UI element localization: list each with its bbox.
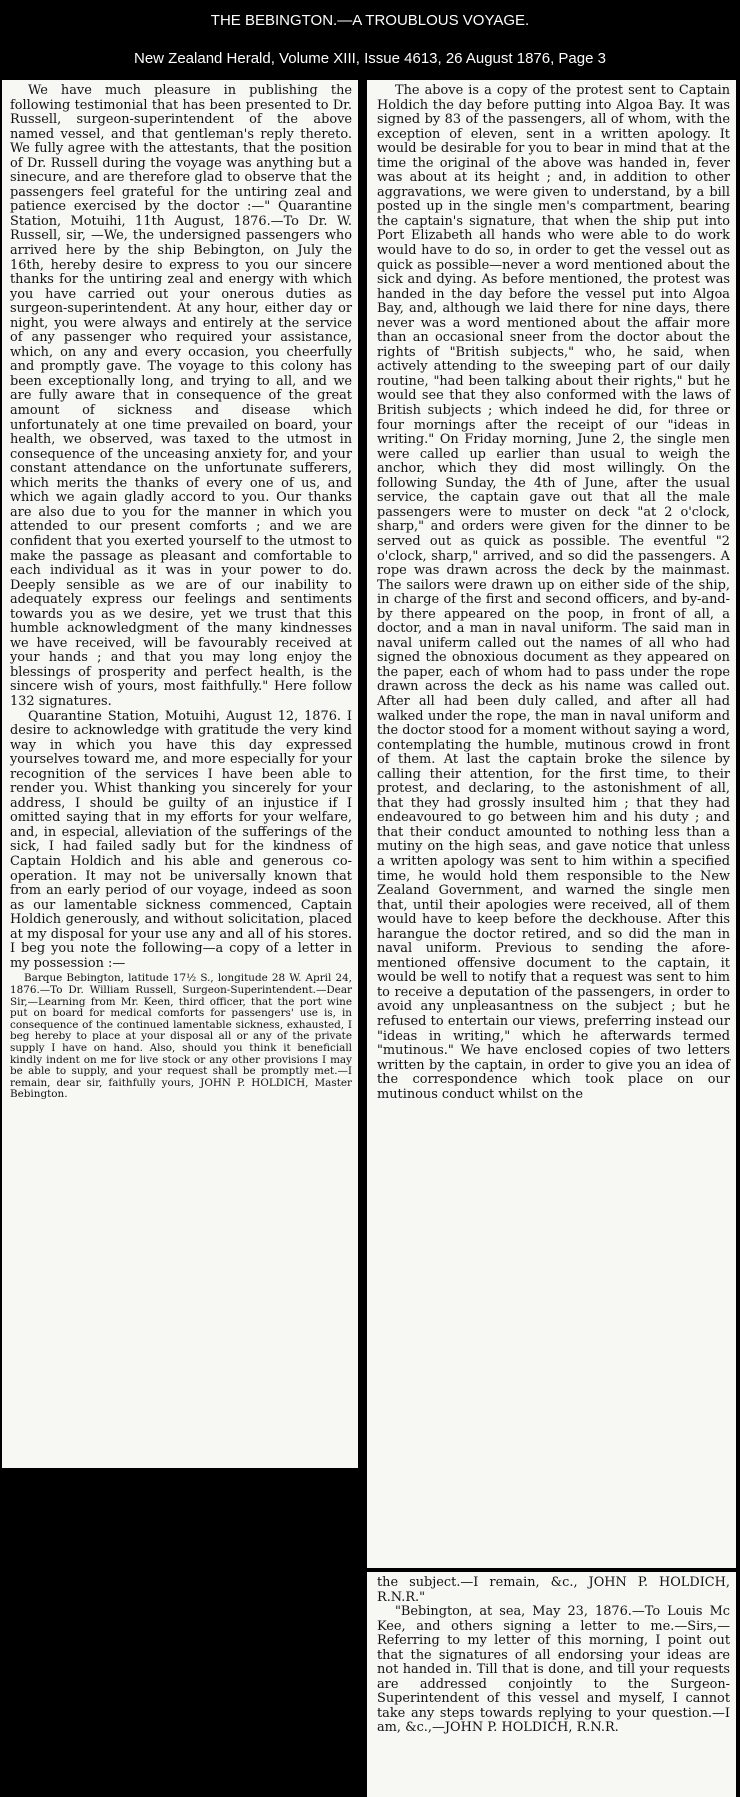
article-source: New Zealand Herald, Volume XIII, Issue 4613, 26 August 1876, Page 3	[134, 50, 606, 67]
protest-paragraph: The above is a copy of the protest sent to Captain Holdich the day before putting into Algoa Bay. It was signed by 83 of the passengers, all of whom, with the exception of eleven, sent in a written apology. It would be desirable for you to bear in mind that at the time the original of the above was handed in, fever was about at its height ; and, in addition to other aggravations, we were given to understand, by a bill posted up in the single men's compartment, bearing the captain's signature, that when the ship put into Port Elizabeth all hands who were able to do work would have to do so, in order to get the vessel out as quick as possible—never a word mentioned about the sick and dying. As before mentioned, the protest was handed in the day before the vessel put into Algoa Bay, and, although we laid there for nine days, there never was a word mentioned about the affair more than an occasional sneer from the doctor about the rights of "British subjects," who, he said, when actively attending to the sweeping part of our daily routine, "had been talking about their rights," but he would see that they also conformed with the laws of British subjects ; which indeed he did, for three or four mornings after the receipt of our "ideas in writing." On Friday morning, June 2, the single men were called up earlier than usual to weigh the anchor, which they did most willingly. On the following Sunday, the 4th of June, after the usual service, the captain gave out that all the male passengers were to muster on deck "at 2 o'clock, sharp," and orders were given for the dinner to be served out as quick as possible. The eventful "2 o'clock, sharp," arrived, and so did the passengers. A rope was drawn across the deck by the mainmast. The sailors were drawn up on either side of the ship, in charge of the first and second officers, and by-and-by there appeared on the poop, in front of all, a doctor, and a man in naval uniform. The said man in naval uniferm called out the names of all who had signed the obnoxious document as they appeared on the paper, each of whom had to pass under the rope drawn across the deck as his name was called out. After all had been duly called, and after all had walked under the rope, the man in naval uniform and the doctor stood for a moment without saying a word, contemplating the humble, mutinous crowd in front of them. At last the captain broke the silence by calling their attention, for the first time, to their protest, and declaring, to the astonishment of all, that they had grossly insulted him ; that they had endeavoured to go between him and his duty ; and that their conduct amounted to nothing less than a mutiny on the high seas, and gave notice that unless a written apology was sent to him within a specified time, he would hold them responsible to the New Zealand Government, and warned the single men that, until their apologies were received, all of them would have to keep before the deckhouse. After this harangue the doctor retired, and so did the man in naval uniform. Previous to sending the afore-mentioned offensive document to the captain, it would be well to notify that a request was sent to him to receive a deputation of the passengers, in order to avoid any unpleasantness on the subject ; but he refused to entertain our views, preferring instead our "ideas in writing," which he afterwards termed "mutinous." We have enclosed copies of two letters written by the captain, in order to give you an idea of the correspondence which took place on our mutinous conduct whilst on the	[377, 83, 730, 1102]
signoff-paragraph: the subject.—I remain, &c., JOHN P. HOLDICH, R.N.R."	[377, 1575, 730, 1605]
article-title: THE BEBINGTON.—A TROUBLOUS VOYAGE.	[210, 12, 530, 29]
captain-letter-paragraph: Barque Bebington, latitude 17½ S., longitude 28 W. April 24, 1876.—To Dr. William Russell, Surgeon-Superintendent.—Dear Sir,—Learning from Mr. Keen, third officer, that the port wine put on board for medical comforts for passengers' use is, in consequence of the continued lamentable sickness, exhausted, I beg hereby to place at your disposal all or any of the private supply I have on hand. Also, should you think it beneficiall kindly indent on me for live stock or any other provisions I may be able to supply, and your request shall be promptly met.—I remain, dear sir, faithfully yours, JOHN P. HOLDICH, Master Bebington.	[10, 972, 352, 1101]
left-column	[2, 80, 358, 1468]
page-header	[0, 0, 740, 76]
testimonial-paragraph: We have much pleasure in publishing the following testimonial that has been presented to Dr. Russell, surgeon-superintendent of the above named vessel, and that gentleman's reply thereto. We fully agree with the attestants, that the position of Dr. Russell during the voyage was anything but a sinecure, and are therefore glad to observe that the passengers feel grateful for the untiring zeal and patience exercised by the doctor :—" Quarantine Station, Motuihi, 11th August, 1876.—To Dr. W. Russell, sir, —We, the undersigned passengers who arrived here by the ship Bebington, on July the 16th, hereby desire to express to you our sincere thanks for the untiring zeal and energy with which you have carried out your onerous duties as surgeon-superintendent. At any hour, either day or night, you were always and entirely at the service of any passenger who required your assistance, which, on any and every occasion, you cheerfully and promptly gave. The voyage to this colony has been exceptionally long, and trying to all, and we are fully aware that in consequence of the great amount of sickness and disease which unfortunately at one time prevailed on board, your health, we observed, was taxed to the utmost in consequence of the unceasing anxiety for, and your constant attendance on the unfortunate sufferers, which merits the thanks of every one of us, and which we again gladly accord to you. Our thanks are also due to you for the manner in which you attended to our present comforts ; and we are confident that you exerted yourself to the utmost to make the passage as pleasant and comfortable to each individual as it was in your power to do. Deeply sensible as we are of our inability to adequately express our feelings and sentiments towards you as we desire, yet we trust that this humble acknowledgment of the many kindnesses we have received, will be favourably received at your hands ; and that you may long enjoy the blessings of prosperity and perfect health, is the sincere wish of yours, most faithfully." Here follow 132 signatures.	[10, 83, 352, 709]
right-column-top	[367, 80, 736, 1568]
right-column-bottom	[367, 1572, 736, 1797]
reply-paragraph: Quarantine Station, Motuihi, August 12, 1876. I desire to acknowledge with gratitude the very kind way in which you have this day expressed yourselves toward me, and more especially for your recognition of the services I have been able to render you. Whist thanking you sincerely for your address, I should be guilty of an injustice if I omitted saying that in my efforts for your welfare, and, in especial, alleviation of the sufferings of the sick, I had failed sadly but for the kindness of Captain Holdich and his able and generous co-operation. It may not be universally known that from an early period of our voyage, indeed as soon as our lamentable sickness commenced, Captain Holdich generously, and without solicitation, placed at my disposal for your use any and all of his stores. I beg you note the following—a copy of a letter in my possession :—	[10, 708, 352, 971]
letter-paragraph: "Bebington, at sea, May 23, 1876.—To Louis Mc Kee, and others signing a letter to me.—Sirs,—Referring to my letter of this morning, I point out that the signatures of all endorsing your ideas are not handed in. Till that is done, and till your requests are addressed conjointly to the Surgeon-Superintendent of this vessel and myself, I cannot take any steps towards replying to your question.—I am, &c.,—JOHN P. HOLDICH, R.N.R.	[377, 1604, 730, 1736]
